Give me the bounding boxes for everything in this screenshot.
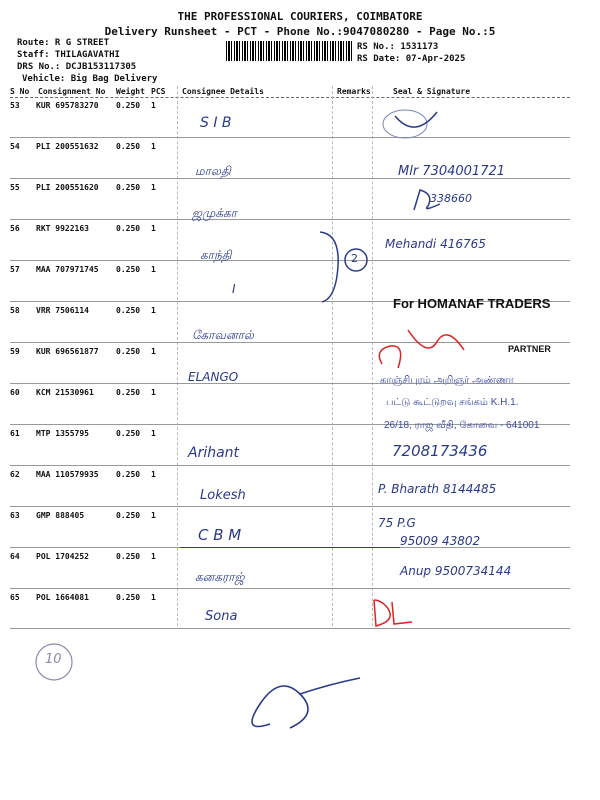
row-61-pcs: 1 xyxy=(151,429,156,438)
signature-62: P. Bharath 8144485 xyxy=(378,482,497,496)
row-61-sno: 61 xyxy=(10,429,20,438)
row-divider xyxy=(10,342,570,343)
row-65-sno: 65 xyxy=(10,593,20,602)
row-divider xyxy=(10,506,570,507)
staff-label: Staff: THILAGAVATHI xyxy=(17,50,120,60)
drs-label: DRS No.: DCJB153117305 xyxy=(17,62,137,72)
row-64-pcs: 1 xyxy=(151,552,156,561)
row-divider xyxy=(10,260,570,261)
row-59-weight: 0.250 xyxy=(116,347,141,356)
consignee-55: ஜமுக்கா xyxy=(192,206,237,220)
row-58-pcs: 1 xyxy=(151,306,156,315)
col-pcs: PCS xyxy=(151,87,166,96)
signature-63: 75 P.G xyxy=(378,516,416,530)
row-56-weight: 0.250 xyxy=(116,224,141,233)
red-initials-65 xyxy=(368,596,418,630)
row-54-weight: 0.250 xyxy=(116,142,141,151)
bracket-mark xyxy=(312,228,372,308)
row-63-sno: 63 xyxy=(10,511,20,520)
row-65-pcs: 1 xyxy=(151,593,156,602)
row-57-sno: 57 xyxy=(10,265,20,274)
route-label: Route: R G STREET xyxy=(17,38,110,48)
red-signature-scribble xyxy=(368,320,478,380)
row-55-sno: 55 xyxy=(10,183,20,192)
strike-line xyxy=(180,547,400,548)
row-57-pcs: 1 xyxy=(151,265,156,274)
consignee-62: Lokesh xyxy=(200,488,246,503)
page-number: 10 xyxy=(45,652,62,667)
runsheet-title: Delivery Runsheet - PCT - Phone No.:9047080280 - Page No.:5 xyxy=(104,25,496,38)
stamp-tamil-line2: பட்டு கூட்டுறவு சங்கம் K.H.1. xyxy=(386,397,519,408)
consignee-65: Sona xyxy=(205,609,238,624)
signature-scribble-55 xyxy=(410,186,450,214)
consignee-58: கோவனால் xyxy=(192,328,254,342)
signature-54: Mlr 7304001721 xyxy=(398,164,506,179)
row-divider xyxy=(10,588,570,589)
rs-date: RS Date: 07-Apr-2025 xyxy=(357,54,466,64)
stamp-company: For HOMANAF TRADERS xyxy=(393,296,551,311)
row-53-pcs: 1 xyxy=(151,101,156,110)
col-consignment: Consignment No xyxy=(38,87,106,96)
consignee-60: ELANGO xyxy=(188,370,239,384)
row-54-pcs: 1 xyxy=(151,142,156,151)
row-61-cons: MTP 1355795 xyxy=(36,429,89,438)
signature-65: Anup 9500734144 xyxy=(400,564,512,578)
stamp-tamil-line1: காஞ்சிபுரம் அறிஞர் அண்ணா xyxy=(380,375,514,386)
consignee-56: காந்தி xyxy=(200,248,232,262)
row-63-pcs: 1 xyxy=(151,511,156,520)
row-59-sno: 59 xyxy=(10,347,20,356)
row-60-sno: 60 xyxy=(10,388,20,397)
row-62-cons: MAA 110579935 xyxy=(36,470,99,479)
row-59-cons: KUR 696561877 xyxy=(36,347,99,356)
divider-remarks xyxy=(332,86,333,626)
col-seal: Seal & Signature xyxy=(393,87,471,96)
stamp-tamil-line3: 26/18, ராஜ வீதி, கோவை - 641001 xyxy=(384,420,540,431)
signature-56: Mehandi 416765 xyxy=(385,237,486,251)
row-64-cons: POL 1704252 xyxy=(36,552,89,561)
row-58-sno: 58 xyxy=(10,306,20,315)
row-63-weight: 0.250 xyxy=(116,511,141,520)
stamp-partner: PARTNER xyxy=(508,344,551,354)
row-62-sno: 62 xyxy=(10,470,20,479)
signature-55: 338660 xyxy=(430,192,472,205)
row-60-pcs: 1 xyxy=(151,388,156,397)
row-54-sno: 54 xyxy=(10,142,20,151)
row-55-pcs: 1 xyxy=(151,183,156,192)
row-divider xyxy=(10,465,570,466)
row-59-pcs: 1 xyxy=(151,347,156,356)
row-divider xyxy=(10,219,570,220)
consignee-63: C B M xyxy=(198,526,242,544)
consignee-54: மாலதி xyxy=(195,164,231,178)
col-weight: Weight xyxy=(116,87,145,96)
row-64-sno: 64 xyxy=(10,552,20,561)
bottom-signature-scribble xyxy=(230,664,380,744)
row-60-weight: 0.250 xyxy=(116,388,141,397)
consignee-61: Arihant xyxy=(188,445,240,461)
row-56-cons: RKT 9922163 xyxy=(36,224,89,233)
row-divider xyxy=(10,137,570,138)
row-58-weight: 0.250 xyxy=(116,306,141,315)
consignee-57: I xyxy=(232,282,236,296)
header-divider xyxy=(10,97,570,98)
row-63-cons: GMP 888405 xyxy=(36,511,85,520)
company-title: THE PROFESSIONAL COURIERS, COIMBATORE xyxy=(177,10,423,23)
row-64-weight: 0.250 xyxy=(116,552,141,561)
signature-scribble-53 xyxy=(375,104,455,144)
row-56-pcs: 1 xyxy=(151,224,156,233)
vehicle-label: Vehicle: Big Bag Delivery xyxy=(22,74,158,84)
row-54-cons: PLI 200551632 xyxy=(36,142,99,151)
consignee-53: S I B xyxy=(200,115,232,131)
rs-number: RS No.: 1531173 xyxy=(357,42,439,52)
col-remarks: Remarks xyxy=(337,87,371,96)
row-58-cons: VRR 7506114 xyxy=(36,306,89,315)
row-56-sno: 56 xyxy=(10,224,20,233)
row-57-cons: MAA 707971745 xyxy=(36,265,99,274)
row-65-cons: POL 1664081 xyxy=(36,593,89,602)
signature-61: 7208173436 xyxy=(392,442,488,460)
divider-consignee xyxy=(177,86,178,626)
barcode xyxy=(226,41,352,61)
row-61-weight: 0.250 xyxy=(116,429,141,438)
row-55-weight: 0.250 xyxy=(116,183,141,192)
col-consignee: Consignee Details xyxy=(182,87,264,96)
row-53-weight: 0.250 xyxy=(116,101,141,110)
row-62-weight: 0.250 xyxy=(116,470,141,479)
signature-64: 95009 43802 xyxy=(400,534,481,548)
row-55-cons: PLI 200551620 xyxy=(36,183,99,192)
row-57-weight: 0.250 xyxy=(116,265,141,274)
row-53-cons: KUR 695783270 xyxy=(36,101,99,110)
consignee-64: கனகராஜ் xyxy=(195,570,245,584)
remark-circle-number: 2 xyxy=(351,252,358,265)
row-divider xyxy=(10,628,570,629)
row-65-weight: 0.250 xyxy=(116,593,141,602)
row-53-sno: 53 xyxy=(10,101,20,110)
row-62-pcs: 1 xyxy=(151,470,156,479)
col-sno: S No xyxy=(10,87,30,96)
row-60-cons: KCM 21530961 xyxy=(36,388,94,397)
